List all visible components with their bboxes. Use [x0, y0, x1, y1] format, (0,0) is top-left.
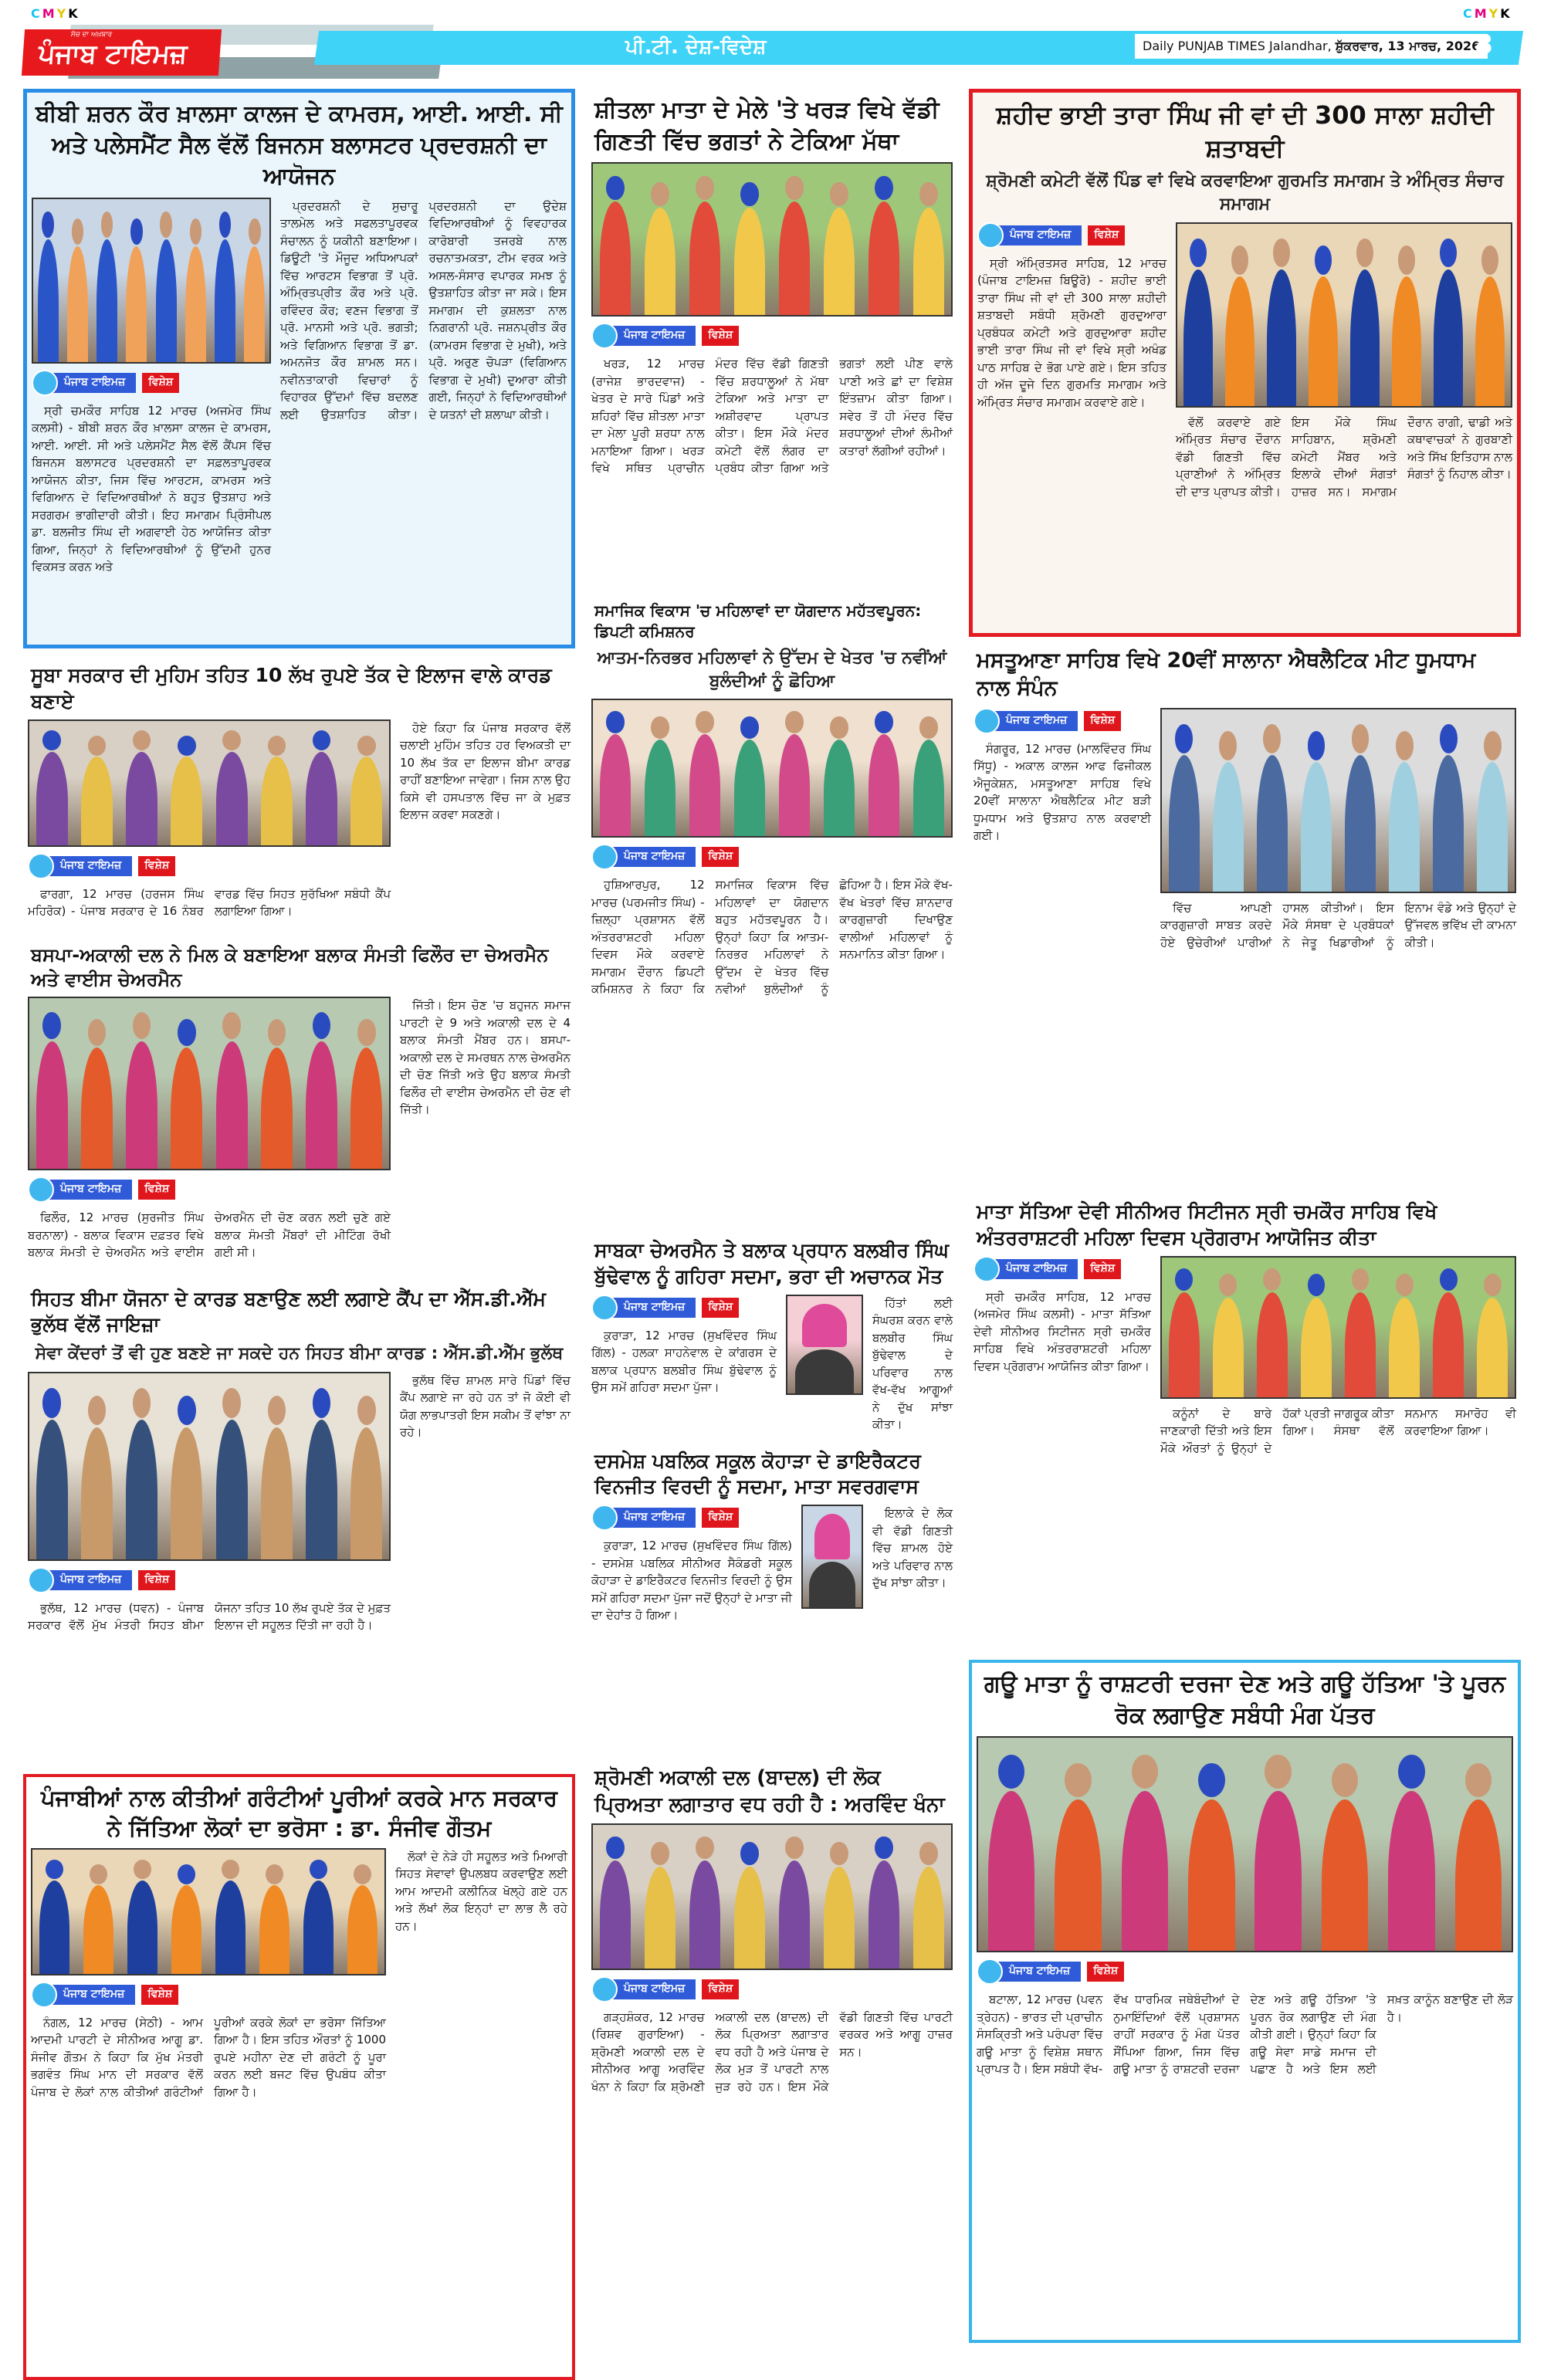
story-headline[interactable]: ਸ਼ਹੀਦ ਭਾਈ ਤਾਰਾ ਸਿੰਘ ਜੀ ਵਾਂ ਦੀ 300 ਸਾਲਾ ਸ਼ਹੀਦੀ ਸ਼ਤਾਬਦੀ: [996, 100, 1494, 164]
story-portrait-column: [786, 1295, 863, 1395]
story-content: [591, 1823, 953, 2096]
story-content: [28, 719, 571, 920]
story-paragraph: ਲੋਕਾਂ ਦੇ ਨੇੜੇ ਹੀ ਸਹੂਲਤ ਅਤੇ ਮਿਆਰੀ ਸਿਹਤ ਸੇਵਾਵਾਂ ਉਪਲਬਧ ਕਰਵਾਉਣ ਲਈ ਆਮ ਆਦਮੀ ਕਲੀਨਿਕ ਖੋਲ੍ਹੇ ਗਏ ਹਨ ਅਤੇ ਲੱਖਾਂ ਲੋਕ ਇਨ੍ਹਾਂ ਦਾ ਲਾਭ ਲੈ ਰਹੇ ਹਨ।: [395, 1849, 567, 1933]
byline-tag: ਵਿਸ਼ੇਸ਼: [141, 1985, 178, 2005]
story-body: [1176, 414, 1512, 501]
story-body: [28, 1209, 391, 1261]
newspaper-logo: [22, 29, 222, 76]
story-paragraph: ਕੁਰਾੜਾ, 12 ਮਾਰਚ (ਸੁਖਵਿੰਦਰ ਸਿੰਘ ਗਿੱਲ) - ਦਸਮੇਸ਼ ਪਬਲਿਕ ਸੀਨੀਅਰ ਸੈਕੰਡਰੀ ਸਕੂਲ ਕੋਹਾੜਾ ਦੇ ਡਾਇਰੈਕਟਰ ਵਿਨਜੀਤ ਵਿਰਦੀ ਨੂੰ ਉਸ ਸਮੇਂ ਗਹਿਰਾ ਸਦਮਾ ਪੁੱਜਾ ਜਦੋਂ ਉਨ੍ਹਾਂ ਦੇ ਮਾਤਾ ਜੀ ਦਾ ਦੇਹਾਂਤ ਹੋ ਗਿਆ।: [591, 1539, 792, 1622]
pt-logo-icon: [591, 1295, 618, 1321]
story-body: [32, 402, 271, 576]
news-photo: [977, 1736, 1513, 1952]
byline-tag: ਵਿਸ਼ੇਸ਼: [1088, 225, 1125, 245]
story-content: [31, 1848, 567, 2101]
byline-tag: ਵਿਸ਼ੇਸ਼: [702, 1979, 739, 1999]
page-column: [23, 89, 575, 2380]
news-photo: [32, 198, 271, 364]
byline-badge: [28, 1567, 391, 1593]
news-photo: [28, 997, 391, 1170]
news-photo: [28, 719, 391, 847]
story-body: [872, 1295, 953, 1434]
story-paragraph: ਫਿਲੌਰ, 12 ਮਾਰਚ (ਸੁਰਜੀਤ ਸਿੰਘ ਬਰਨਾਲਾ) - ਬਲਾਕ ਵਿਕਾਸ ਦਫ਼ਤਰ ਵਿਖੇ ਬਲਾਕ ਸੰਮਤੀ ਦੇ ਚੇਅਰਮੈਨ ਅਤੇ ਵਾਈਸ ਚੇਅਰਮੈਨ ਦੀ ਚੋਣ ਕਰਨ ਲਈ ਚੁਣੇ ਗਏ ਬਲਾਕ ਸੰਮਤੀ ਮੈਂਬਰਾਂ ਦੀ ਮੀਟਿੰਗ ਰੱਖੀ ਗਈ ਸੀ।: [28, 1210, 391, 1260]
story-content: [591, 162, 953, 477]
byline-badge: [591, 1295, 777, 1321]
news-photo: [591, 699, 953, 838]
news-story: [587, 1442, 957, 1666]
story-paragraph: ਜਿੱਤੀ। ਇਸ ਚੋਣ 'ਚ ਬਹੁਜਨ ਸਮਾਜ ਪਾਰਟੀ ਦੇ 9 ਅਤੇ ਅਕਾਲੀ ਦਲ ਦੇ 4 ਬਲਾਕ ਸੰਮਤੀ ਮੈਂਬਰ ਹਨ। ਬਸਪਾ-ਅਕਾਲੀ ਦਲ ਦੇ ਸਮਰਥਨ ਨਾਲ ਚੇਅਰਮੈਨ ਦੀ ਚੋਣ ਜਿੱਤੀ ਅਤੇ ਉਹ ਬਲਾਕ ਸੰਮਤੀ ਫਿਲੌਰ ਦੀ ਵਾਈਸ ਚੇਅਰਮੈਨ ਦੀ ਚੋਣ ਵੀ ਜਿੱਤੀ।: [400, 998, 571, 1117]
byline-agency: ਪੰਜਾਬ ਟਾਇਮਜ਼: [611, 1508, 696, 1528]
story-left-column: [28, 719, 391, 920]
story-body: [591, 1537, 792, 1624]
byline-badge: [977, 222, 1166, 249]
story-headline[interactable]: ਪੰਜਾਬੀਆਂ ਨਾਲ ਕੀਤੀਆਂ ਗਰੰਟੀਆਂ ਪੂਰੀਆਂ ਕਰਕੇ ਮਾਨ ਸਰਕਾਰ ਨੇ ਜਿੱਤਿਆ ਲੋਕਾਂ ਦਾ ਭਰੋਸਾ : ਡਾ. ਸੰਜੀਵ ਗੌਤਮ: [40, 1784, 558, 1841]
page-number: 8: [1475, 29, 1493, 60]
story-body: [280, 198, 567, 424]
news-story: [23, 1774, 575, 2380]
story-paragraph: ਹੋਏ ਕਿਹਾ ਕਿ ਪੰਜਾਬ ਸਰਕਾਰ ਵੱਲੋਂ ਚਲਾਈ ਮੁਹਿੰਮ ਤਹਿਤ ਹਰ ਵਿਅਕਤੀ ਦਾ 10 ਲੱਖ ਤੱਕ ਦਾ ਇਲਾਜ ਬੀਮਾ ਕਾਰਡ ਰਾਹੀਂ ਬਣਾਇਆ ਜਾਵੇਗਾ। ਜਿਸ ਨਾਲ ਉਹ ਕਿਸੇ ਵੀ ਹਸਪਤਾਲ ਵਿੱਚ ਜਾ ਕੇ ਮੁਫ਼ਤ ਇਲਾਜ ਕਰਵਾ ਸਕਣਗੇ।: [400, 720, 571, 821]
story-body: [591, 1327, 777, 1397]
portrait-photo: [786, 1295, 863, 1395]
byline-badge: [591, 1505, 792, 1531]
story-content: [28, 997, 571, 1261]
news-photo: [591, 1823, 953, 1970]
story-left-column: [31, 1848, 386, 2101]
news-story: [969, 1193, 1521, 1656]
news-story: [969, 1660, 1521, 2343]
story-right-column: [872, 1505, 953, 1592]
byline-agency: ਪੰਜਾਬ ਟਾਇਮਜ਼: [611, 847, 696, 867]
story-left-column: [973, 1256, 1151, 1376]
story-body: [1160, 1405, 1516, 1457]
byline-badge: [973, 1256, 1151, 1282]
byline-agency: ਪੰਜਾਬ ਟਾਇਮਜ਼: [994, 1259, 1078, 1279]
byline-tag: ਵਿਸ਼ੇਸ਼: [702, 326, 739, 346]
byline-tag: ਵਿਸ਼ੇਸ਼: [702, 847, 739, 867]
story-body: [591, 876, 953, 998]
story-body: [872, 1505, 953, 1592]
story-headline[interactable]: ਸੂਬਾ ਸਰਕਾਰ ਦੀ ਮੁਹਿਮ ਤਹਿਤ 10 ਲੱਖ ਰੁਪਏ ਤੱਕ ਦੇ ਇਲਾਜ ਵਾਲੇ ਕਾਰਡ ਬਣਾਏ: [31, 664, 552, 713]
byline-tag: ਵਿਸ਼ੇਸ਼: [1087, 1962, 1124, 1982]
news-photo: [591, 162, 953, 317]
news-story: [587, 1231, 957, 1438]
story-paragraph: ਪ੍ਰਦਰਸ਼ਨੀ ਦੇ ਸੁਚਾਰੂ ਤਾਲਮੇਲ ਅਤੇ ਸਫਲਤਾਪੂਰਵਕ ਸੰਚਾਲਨ ਨੂੰ ਯਕੀਨੀ ਬਣਾਇਆ। ਡਿਊਟੀ 'ਤੇ ਮੌਜੂਦ ਅਧਿਆਪਕਾਂ ਵਿੱਚ ਆਰਟਸ ਵਿਭਾਗ ਤੋਂ ਪ੍ਰੋ. ਅੰਮ੍ਰਿਤਪ੍ਰੀਤ ਕੌਰ ਅਤੇ ਪ੍ਰੋ. ਰਵਿੰਦਰ ਕੌਰ; ਵਣਜ ਵਿਭਾਗ ਤੋਂ ਪ੍ਰੋ. ਮਾਨਸੀ ਅਤੇ ਪ੍ਰੋ. ਭਗਤੀ; ਅਤੇ ਵਿਗਿਆਨ ਵਿਭਾਗ ਤੋਂ ਡਾ. ਅਮਨਜੋਤ ਕੌਰ ਸ਼ਾਮਲ ਸਨ। ਨਵੀਨਤਾਕਾਰੀ ਵਿਚਾਰਾਂ ਨੂੰ ਵਿਹਾਰਕ ਉੱਦਮਾਂ ਵਿੱਚ ਬਦਲਣ ਲਈ ਉਤਸ਼ਾਹਿਤ ਕੀਤਾ। ਪ੍ਰਦਰਸ਼ਨੀ ਦਾ ਉਦੇਸ਼ ਵਿਦਿਆਰਥੀਆਂ ਨੂੰ ਵਿਵਹਾਰਕ ਕਾਰੋਬਾਰੀ ਤਜਰਬੇ ਨਾਲ ਰਚਨਾਤਮਕਤਾ, ਟੀਮ ਵਰਕ ਅਤੇ ਅਸਲ-ਸੰਸਾਰ ਵਪਾਰਕ ਸਮਝ ਨੂੰ ਉਤਸ਼ਾਹਿਤ ਕੀਤਾ ਜਾ ਸਕੇ। ਇਸ ਸਮਾਗਮ ਦੀ ਕੁਸ਼ਲਤਾ ਨਾਲ ਨਿਗਰਾਨੀ ਪ੍ਰੋ. ਜਸ਼ਨਪ੍ਰੀਤ ਕੌਰ (ਕਾਮਰਸ ਵਿਭਾਗ ਦੇ ਮੁਖੀ), ਅਤੇ ਪ੍ਰੋ. ਅਰੁਣ ਚੋਪੜਾ (ਵਿਗਿਆਨ ਵਿਭਾਗ ਦੇ ਮੁਖੀ) ਦੁਆਰਾ ਕੀਤੀ ਗਈ, ਜਿਨ੍ਹਾਂ ਨੇ ਵਿਦਿਆਰਥੀਆਂ ਦੇ ਯਤਨਾਂ ਦੀ ਸ਼ਲਾਘਾ ਕੀਤੀ।: [280, 198, 567, 421]
byline-agency: ਪੰਜਾਬ ਟਾਇਮਜ਼: [52, 373, 136, 393]
byline-badge: [32, 370, 271, 396]
story-right-column: [280, 198, 567, 424]
portrait-photo: [801, 1505, 863, 1609]
issue-date: ਸ਼ੁੱਕਰਵਾਰ, 13 ਮਾਰਚ, 2026: [1335, 39, 1481, 53]
pt-logo-icon: [973, 708, 1000, 734]
byline-tag: ਵਿਸ਼ੇਸ਼: [1084, 1259, 1121, 1279]
byline-agency: ਪੰਜਾਬ ਟਾਇਮਜ਼: [997, 225, 1082, 245]
story-headline[interactable]: ਸਾਬਕਾ ਚੇਅਰਮੈਨ ਤੇ ਬਲਾਕ ਪ੍ਰਧਾਨ ਬਲਬੀਰ ਸਿੰਘ ਬੁੱਢੇਵਾਲ ਨੂੰ ਗਹਿਰਾ ਸਦਮਾ, ਭਰਾ ਦੀ ਅਚਾਨਕ ਮੌਤ: [594, 1239, 950, 1288]
pt-logo-icon: [977, 1959, 1003, 1985]
news-story: [23, 1280, 575, 1681]
story-content: [28, 1372, 571, 1634]
story-right-column: [1160, 708, 1516, 952]
story-paragraph: ਖਰੜ, 12 ਮਾਰਚ (ਰਾਜੇਸ਼ ਭਾਰਦਵਾਜ) - ਖੇਤਰ ਦੇ ਸਾਰੇ ਪਿੰਡਾਂ ਅਤੇ ਸ਼ਹਿਰਾਂ ਵਿੱਚ ਸ਼ੀਤਲਾ ਮਾਤਾ ਦਾ ਮੇਲਾ ਪੂਰੀ ਸ਼ਰਧਾ ਨਾਲ ਮਨਾਇਆ ਗਿਆ। ਖਰੜ ਵਿਖੇ ਸਥਿਤ ਪ੍ਰਾਚੀਨ ਮੰਦਰ ਵਿੱਚ ਵੱਡੀ ਗਿਣਤੀ ਵਿੱਚ ਸ਼ਰਧਾਲੂਆਂ ਨੇ ਮੱਥਾ ਟੇਕਿਆ ਅਤੇ ਮਾਤਾ ਦਾ ਅਸ਼ੀਰਵਾਦ ਪ੍ਰਾਪਤ ਕੀਤਾ। ਇਸ ਮੌਕੇ ਮੰਦਰ ਕਮੇਟੀ ਵੱਲੋਂ ਲੰਗਰ ਦਾ ਪ੍ਰਬੰਧ ਕੀਤਾ ਗਿਆ ਅਤੇ ਭਗਤਾਂ ਲਈ ਪੀਣ ਵਾਲੇ ਪਾਣੀ ਅਤੇ ਛਾਂ ਦਾ ਵਿਸ਼ੇਸ਼ ਇੰਤਜ਼ਾਮ ਕੀਤਾ ਗਿਆ। ਸਵੇਰ ਤੋਂ ਹੀ ਮੰਦਰ ਵਿੱਚ ਸ਼ਰਧਾਲੂਆਂ ਦੀਆਂ ਲੰਮੀਆਂ ਕਤਾਰਾਂ ਲੱਗੀਆਂ ਰਹੀਆਂ।: [591, 357, 953, 475]
page-column: [969, 89, 1521, 2343]
paper-dateline: [1135, 34, 1488, 59]
story-body: [977, 255, 1166, 411]
story-body: [973, 1288, 1151, 1376]
story-right-column: [872, 1295, 953, 1434]
pt-logo-icon: [591, 1505, 618, 1531]
logo-text: ਪੰਜਾਬ ਟਾਇਮਜ਼: [37, 39, 188, 69]
story-paragraph: ਭੁਲੱਥ, 12 ਮਾਰਚ (ਧਵਨ) - ਪੰਜਾਬ ਸਰਕਾਰ ਵੱਲੋਂ ਮੁੱਖ ਮੰਤਰੀ ਸਿਹਤ ਬੀਮਾ ਯੋਜਨਾ ਤਹਿਤ 10 ਲੱਖ ਰੁਪਏ ਤੱਕ ਦੇ ਮੁਫ਼ਤ ਇਲਾਜ ਦੀ ਸਹੂਲਤ ਦਿੱਤੀ ਜਾ ਰਹੀ ਹੈ।: [28, 1600, 391, 1633]
story-paragraph: ਵਿੱਚ ਆਪਣੀ ਕਾਰਗੁਜ਼ਾਰੀ ਸਾਬਤ ਕਰਦੇ ਹੋਏ ਉਚੇਰੀਆਂ ਪਾਰੀਆਂ ਹਾਸਲ ਕੀਤੀਆਂ। ਇਸ ਮੌਕੇ ਸੰਸਥਾ ਦੇ ਪ੍ਰਬੰਧਕਾਂ ਨੇ ਜੇਤੂ ਖਿਡਾਰੀਆਂ ਨੂੰ ਇਨਾਮ ਵੰਡੇ ਅਤੇ ਉਨ੍ਹਾਂ ਦੇ ਉੱਜਵਲ ਭਵਿੱਖ ਦੀ ਕਾਮਨਾ ਕੀਤੀ।: [1160, 900, 1516, 950]
story-left-column: [977, 222, 1166, 411]
story-content: [973, 708, 1516, 952]
news-photo: [1160, 1256, 1516, 1399]
byline-agency: ਪੰਜਾਬ ਟਾਇਮਜ਼: [48, 1180, 132, 1200]
story-subheadline: ਸ਼੍ਰੋਮਣੀ ਕਮੇਟੀ ਵੱਲੋਂ ਪਿੰਡ ਵਾਂ ਵਿਖੇ ਕਰਵਾਇਆ ਗੁਰਮਤਿ ਸਮਾਗਮ ਤੇ ਅੰਮ੍ਰਿਤ ਸੰਚਾਰ ਸਮਾਗਮ: [986, 171, 1504, 215]
byline-tag: ਵਿਸ਼ੇਸ਼: [1084, 711, 1121, 731]
story-paragraph: ਸ੍ਰੀ ਅੰਮ੍ਰਿਤਸਰ ਸਾਹਿਬ, 12 ਮਾਰਚ (ਪੰਜਾਬ ਟਾਇਮਜ਼ ਬਿਊਰੋ) - ਸ਼ਹੀਦ ਭਾਈ ਤਾਰਾ ਸਿੰਘ ਜੀ ਵਾਂ ਦੀ 300 ਸਾਲਾ ਸ਼ਹੀਦੀ ਸ਼ਤਾਬਦੀ ਸਬੰਧੀ ਸ਼੍ਰੋਮਣੀ ਗੁਰਦੁਆਰਾ ਪ੍ਰਬੰਧਕ ਕਮੇਟੀ ਅਤੇ ਗੁਰਦੁਆਰਾ ਸ਼ਹੀਦ ਭਾਈ ਤਾਰਾ ਸਿੰਘ ਜੀ ਵਾਂ ਵਿਖੇ ਸ੍ਰੀ ਅਖੰਡ ਪਾਠ ਸਾਹਿਬ ਦੇ ਭੋਗ ਪਾਏ ਗਏ। ਇਸ ਤਹਿਤ ਹੀ ਅੱਜ ਦੂਜੇ ਦਿਨ ਗੁਰਮਤਿ ਸਮਾਗਮ ਅਤੇ ਅੰਮ੍ਰਿਤ ਸੰਚਾਰ ਸਮਾਗਮ ਕਰਵਾਏ ਗਏ।: [977, 256, 1166, 409]
story-paragraph: ਇਲਾਕੇ ਦੇ ਲੋਕ ਵੀ ਵੱਡੀ ਗਿਣਤੀ ਵਿੱਚ ਸ਼ਾਮਲ ਹੋਏ ਅਤੇ ਪਰਿਵਾਰ ਨਾਲ ਦੁੱਖ ਸਾਂਝਾ ਕੀਤਾ।: [872, 1506, 953, 1589]
news-story: [587, 89, 957, 583]
news-photo: [31, 1848, 386, 1975]
news-story: [23, 936, 575, 1276]
story-left-column: [591, 1505, 792, 1624]
byline-badge: [977, 1959, 1124, 1985]
byline-agency: ਪੰਜਾਬ ਟਾਇਮਜ਼: [611, 1979, 696, 1999]
story-content: [591, 1295, 953, 1434]
byline-badge: [31, 1982, 386, 2008]
pt-logo-icon: [591, 323, 618, 349]
news-photo: [1160, 708, 1516, 893]
story-body: [28, 885, 391, 920]
story-body: [1160, 899, 1516, 952]
news-photo: [1176, 222, 1512, 408]
story-content: [977, 222, 1512, 501]
story-content: [977, 1736, 1513, 2078]
byline-tag: ਵਿਸ਼ੇਸ਼: [142, 373, 179, 393]
byline-badge: [28, 853, 391, 879]
story-body: [591, 2009, 953, 2096]
news-story: [587, 594, 957, 1227]
story-right-column: [400, 719, 571, 824]
byline-agency: ਪੰਜਾਬ ਟਾਇਮਜ਼: [48, 1570, 132, 1590]
story-right-column: [400, 997, 571, 1119]
story-paragraph: ਸੰਗਰੂਰ, 12 ਮਾਰਚ (ਮਾਲਵਿੰਦਰ ਸਿੰਘ ਸਿੱਧੂ) - ਅਕਾਲ ਕਾਲਜ ਆਫ ਫਿਜੀਕਲ ਐਜੂਕੇਸ਼ਨ, ਮਸਤੂਆਣਾ ਸਾਹਿਬ ਵਿਖੇ 20ਵੀਂ ਸਾਲਾਨਾ ਐਥਲੈਟਿਕ ਮੀਟ ਬੜੀ ਧੂਮਧਾਮ ਅਤੇ ਉਤਸ਼ਾਹ ਨਾਲ ਕਰਵਾਈ ਗਈ।: [973, 741, 1151, 843]
story-body: [400, 1372, 571, 1441]
pt-logo-icon: [31, 1982, 57, 2008]
story-body: [977, 1991, 1513, 2078]
news-story: [23, 656, 575, 925]
byline-agency: ਪੰਜਾਬ ਟਾਇਮਜ਼: [611, 1298, 696, 1318]
paper-name: Daily PUNJAB TIMES Jalandhar,: [1143, 39, 1332, 53]
byline-tag: ਵਿਸ਼ੇਸ਼: [138, 1180, 175, 1200]
story-paragraph: ਨੰਗਲ, 12 ਮਾਰਚ (ਸੇਠੀ) - ਆਮ ਆਦਮੀ ਪਾਰਟੀ ਦੇ ਸੀਨੀਅਰ ਆਗੂ ਡਾ. ਸੰਜੀਵ ਗੌਤਮ ਨੇ ਕਿਹਾ ਕਿ ਮੁੱਖ ਮੰਤਰੀ ਭਗਵੰਤ ਸਿੰਘ ਮਾਨ ਦੀ ਸਰਕਾਰ ਵੱਲੋਂ ਪੰਜਾਬ ਦੇ ਲੋਕਾਂ ਨਾਲ ਕੀਤੀਆਂ ਗਰੰਟੀਆਂ ਪੂਰੀਆਂ ਕਰਕੇ ਲੋਕਾਂ ਦਾ ਭਰੋਸਾ ਜਿੱਤਿਆ ਗਿਆ ਹੈ। ਇਸ ਤਹਿਤ ਔਰਤਾਂ ਨੂੰ 1000 ਰੁਪਏ ਮਹੀਨਾ ਦੇਣ ਦੀ ਗਰੰਟੀ ਨੂੰ ਪੂਰਾ ਕਰਨ ਲਈ ਬਜਟ ਵਿੱਚ ਉਪਬੰਧ ਕੀਤਾ ਗਿਆ ਹੈ।: [31, 2015, 386, 2099]
pt-logo-icon: [591, 1976, 618, 2003]
story-content: [32, 198, 567, 576]
story-headline[interactable]: ਗਊ ਮਾਤਾ ਨੂੰ ਰਾਸ਼ਟਰੀ ਦਰਜਾ ਦੇਣ ਅਤੇ ਗਊ ਹੱਤਿਆ 'ਤੇ ਪੂਰਨ ਰੋਕ ਲਗਾਉਣ ਸਬੰਧੀ ਮੰਗ ਪੱਤਰ: [984, 1671, 1506, 1729]
story-body: [591, 355, 953, 477]
pt-logo-icon: [28, 853, 54, 879]
byline-badge: [591, 844, 739, 870]
logo-tagline: ਸੱਚ ਦਾ ਅਖ਼ਬਾਰ: [70, 31, 113, 39]
story-body: [973, 740, 1151, 845]
news-photo: [28, 1372, 391, 1561]
byline-tag: ਵਿਸ਼ੇਸ਼: [138, 856, 175, 876]
story-left-column: [28, 1372, 391, 1634]
registration-marks-right: CMYK: [1463, 6, 1512, 21]
news-story: [969, 89, 1521, 637]
byline-tag: ਵਿਸ਼ੇਸ਼: [138, 1570, 175, 1590]
story-headline[interactable]: ਸਿਹਤ ਬੀਮਾ ਯੋਜਨਾ ਦੇ ਕਾਰਡ ਬਣਾਉਣ ਲਈ ਲਗਾਏ ਕੈਂਪ ਦਾ ਐੱਸ.ਡੀ.ਐੱਮ ਭੁਲੱਥ ਵੱਲੋਂ ਜਾਇਜ਼ਾ: [31, 1287, 546, 1336]
story-headline[interactable]: ਸ਼੍ਰੋਮਣੀ ਅਕਾਲੀ ਦਲ (ਬਾਦਲ) ਦੀ ਲੋਕ ਪ੍ਰਿਅਤਾ ਲਗਾਤਾਰ ਵਧ ਰਹੀ ਹੈ : ਅਰਵਿੰਦ ਖੰਨਾ: [594, 1766, 945, 1816]
pt-logo-icon: [973, 1256, 1000, 1282]
registration-marks-left: CMYK: [31, 6, 80, 21]
story-left-column: [973, 708, 1151, 845]
pt-logo-icon: [32, 370, 58, 396]
news-story: [23, 89, 575, 648]
story-headline[interactable]: ਸਮਾਜਿਕ ਵਿਕਾਸ 'ਚ ਮਹਿਲਾਵਾਂ ਦਾ ਯੋਗਦਾਨ ਮਹੱਤਵਪੂਰਨ: ਡਿਪਟੀ ਕਮਿਸ਼ਨਰ: [594, 601, 922, 641]
story-paragraph: ਹਿੱਤਾਂ ਲਈ ਸੰਘਰਸ਼ ਕਰਨ ਵਾਲੇ ਬਲਬੀਰ ਸਿੰਘ ਬੁੱਢੇਵਾਲ ਦੇ ਪਰਿਵਾਰ ਨਾਲ ਵੱਖ-ਵੱਖ ਆਗੂਆਂ ਨੇ ਦੁੱਖ ਸਾਂਝਾ ਕੀਤਾ।: [872, 1295, 953, 1431]
byline-badge: [28, 1176, 391, 1203]
story-paragraph: ਸ੍ਰੀ ਚਮਕੌਰ ਸਾਹਿਬ, 12 ਮਾਰਚ (ਅਜਮੇਰ ਸਿੰਘ ਕਲਸੀ) - ਮਾਤਾ ਸੱਤਿਆ ਦੇਵੀ ਸੀਨੀਅਰ ਸਿਟੀਜਨ ਸ੍ਰੀ ਚਮਕੌਰ ਸਾਹਿਬ ਵਿਖੇ ਅੰਤਰਰਾਸ਼ਟਰੀ ਮਹਿਲਾ ਦਿਵਸ ਪ੍ਰੋਗਰਾਮ ਆਯੋਜਿਤ ਕੀਤਾ ਗਿਆ।: [973, 1289, 1151, 1373]
story-headline[interactable]: ਮਾਤਾ ਸੱਤਿਆ ਦੇਵੀ ਸੀਨੀਅਰ ਸਿਟੀਜਨ ਸ੍ਰੀ ਚਮਕੌਰ ਸਾਹਿਬ ਵਿਖੇ ਅੰਤਰਰਾਸ਼ਟਰੀ ਮਹਿਲਾ ਦਿਵਸ ਪ੍ਰੋਗਰਾਮ ਆਯੋਜਿਤ ਕੀਤਾ: [977, 1200, 1437, 1249]
story-right-column: [1176, 222, 1512, 501]
byline-tag: ਵਿਸ਼ੇਸ਼: [702, 1508, 739, 1528]
story-body: [31, 2014, 386, 2101]
story-headline[interactable]: ਬਸਪਾ-ਅਕਾਲੀ ਦਲ ਨੇ ਮਿਲ ਕੇ ਬਣਾਇਆ ਬਲਾਕ ਸੰਮਤੀ ਫਿਲੌਰ ਦਾ ਚੇਅਰਮੈਨ ਅਤੇ ਵਾਈਸ ਚੇਅਰਮੈਨ: [31, 943, 549, 990]
story-paragraph: ਭੁਲੱਥ ਵਿੱਚ ਸ਼ਾਮਲ ਸਾਰੇ ਪਿੰਡਾਂ ਵਿੱਚ ਕੈਂਪ ਲਗਾਏ ਜਾ ਰਹੇ ਹਨ ਤਾਂ ਜੋ ਕੋਈ ਵੀ ਯੋਗ ਲਾਭਪਾਤਰੀ ਇਸ ਸਕੀਮ ਤੋਂ ਵਾਂਝਾ ਨਾ ਰਹੇ।: [400, 1373, 571, 1440]
story-headline[interactable]: ਮਸਤੂਆਣਾ ਸਾਹਿਬ ਵਿਖੇ 20ਵੀਂ ਸਾਲਾਨਾ ਐਥਲੈਟਿਕ ਮੀਟ ਧੂਮਧਾਮ ਨਾਲ ਸੰਪੰਨ: [977, 648, 1476, 701]
story-paragraph: ਹੁਸ਼ਿਆਰਪੁਰ, 12 ਮਾਰਚ (ਪਰਮਜੀਤ ਸਿੰਘ) - ਜ਼ਿਲ੍ਹਾ ਪ੍ਰਸ਼ਾਸਨ ਵੱਲੋਂ ਅੰਤਰਰਾਸ਼ਟਰੀ ਮਹਿਲਾ ਦਿਵਸ ਮੌਕੇ ਕਰਵਾਏ ਸਮਾਗਮ ਦੌਰਾਨ ਡਿਪਟੀ ਕਮਿਸ਼ਨਰ ਨੇ ਕਿਹਾ ਕਿ ਸਮਾਜਿਕ ਵਿਕਾਸ ਵਿੱਚ ਮਹਿਲਾਵਾਂ ਦਾ ਯੋਗਦਾਨ ਬਹੁਤ ਮਹੱਤਵਪੂਰਨ ਹੈ। ਉਨ੍ਹਾਂ ਕਿਹਾ ਕਿ ਆਤਮ-ਨਿਰਭਰ ਮਹਿਲਾਵਾਂ ਨੇ ਉੱਦਮ ਦੇ ਖੇਤਰ ਵਿੱਚ ਨਵੀਆਂ ਬੁਲੰਦੀਆਂ ਨੂੰ ਛੋਹਿਆ ਹੈ। ਇਸ ਮੌਕੇ ਵੱਖ-ਵੱਖ ਖੇਤਰਾਂ ਵਿੱਚ ਸ਼ਾਨਦਾਰ ਕਾਰਗੁਜ਼ਾਰੀ ਦਿਖਾਉਣ ਵਾਲੀਆਂ ਮਹਿਲਾਵਾਂ ਨੂੰ ਸਨਮਾਨਿਤ ਕੀਤਾ ਗਿਆ।: [591, 878, 953, 997]
byline-badge: [591, 323, 739, 349]
story-paragraph: ਫਾਰਗਾ, 12 ਮਾਰਚ (ਹਰਜਸ ਸਿੰਘ ਮਹਿਰੋਕ) - ਪੰਜਾਬ ਸਰਕਾਰ ਦੇ 16 ਨੰਬਰ ਵਾਰਡ ਵਿੱਚ ਸਿਹਤ ਸੁਰੱਖਿਆ ਸਬੰਧੀ ਕੈਂਪ ਲਗਾਇਆ ਗਿਆ।: [28, 886, 391, 918]
byline-agency: ਪੰਜਾਬ ਟਾਇਮਜ਼: [51, 1985, 135, 2005]
story-headline[interactable]: ਸ਼ੀਤਲਾ ਮਾਤਾ ਦੇ ਮੇਲੇ 'ਤੇ ਖਰੜ ਵਿਖੇ ਵੱਡੀ ਗਿਣਤੀ ਵਿੱਚ ਭਗਤਾਂ ਨੇ ਟੇਕਿਆ ਮੱਥਾ: [594, 96, 940, 155]
news-story: [587, 1759, 957, 2357]
story-headline[interactable]: ਬੀਬੀ ਸ਼ਰਨ ਕੌਰ ਖ਼ਾਲਸਾ ਕਾਲਜ ਦੇ ਕਾਮਰਸ, ਆਈ. ਆਈ. ਸੀ ਅਤੇ ਪਲੇਸਮੈਂਟ ਸੈਲ ਵੱਲੋਂ ਬਿਜਨਸ ਬਲਾਸਟਰ ਪ੍ਰਦਰਸ਼ਨੀ ਦਾ ਆਯੋਜਨ: [36, 100, 563, 190]
pt-logo-icon: [28, 1567, 54, 1593]
byline-agency: ਪੰਜਾਬ ਟਾਇਮਜ਼: [611, 326, 696, 346]
section-title: ਪੀ.ਟੀ. ਦੇਸ਼-ਵਿਦੇਸ਼: [625, 36, 767, 59]
story-content: [591, 699, 953, 998]
byline-agency: ਪੰਜਾਬ ਟਾਇਮਜ਼: [997, 1962, 1081, 1982]
story-paragraph: ਬਟਾਲਾ, 12 ਮਾਰਚ (ਪਵਨ ਤ੍ਰੇਹਨ) - ਭਾਰਤ ਦੀ ਪ੍ਰਾਚੀਨ ਸੰਸਕ੍ਰਿਤੀ ਅਤੇ ਪਰੰਪਰਾ ਵਿੱਚ ਗਊ ਮਾਤਾ ਨੂੰ ਵਿਸ਼ੇਸ਼ ਸਥਾਨ ਪ੍ਰਾਪਤ ਹੈ। ਇਸ ਸਬੰਧੀ ਵੱਖ-ਵੱਖ ਧਾਰਮਿਕ ਜਥੇਬੰਦੀਆਂ ਦੇ ਨੁਮਾਇੰਦਿਆਂ ਵੱਲੋਂ ਪ੍ਰਸ਼ਾਸਨ ਰਾਹੀਂ ਸਰਕਾਰ ਨੂੰ ਮੰਗ ਪੱਤਰ ਸੌਂਪਿਆ ਗਿਆ, ਜਿਸ ਵਿੱਚ ਗਊ ਮਾਤਾ ਨੂੰ ਰਾਸ਼ਟਰੀ ਦਰਜਾ ਦੇਣ ਅਤੇ ਗਊ ਹੱਤਿਆ 'ਤੇ ਪੂਰਨ ਰੋਕ ਲਗਾਉਣ ਦੀ ਮੰਗ ਕੀਤੀ ਗਈ। ਉਨ੍ਹਾਂ ਕਿਹਾ ਕਿ ਗਊ ਸੇਵਾ ਸਾਡੇ ਸਮਾਜ ਦੀ ਪਛਾਣ ਹੈ ਅਤੇ ਇਸ ਲਈ ਸਖ਼ਤ ਕਾਨੂੰਨ ਬਣਾਉਣ ਦੀ ਲੋੜ ਹੈ।: [977, 1992, 1513, 2076]
story-right-column: [1160, 1256, 1516, 1457]
story-content: [973, 1256, 1516, 1457]
byline-tag: ਵਿਸ਼ੇਸ਼: [702, 1298, 739, 1318]
story-portrait-column: [801, 1505, 863, 1609]
story-left-column: [591, 1295, 777, 1397]
story-paragraph: ਕਨੂੰਨਾਂ ਦੇ ਬਾਰੇ ਜਾਣਕਾਰੀ ਦਿੱਤੀ ਅਤੇ ਇਸ ਮੌਕੇ ਔਰਤਾਂ ਨੂੰ ਉਨ੍ਹਾਂ ਦੇ ਹੱਕਾਂ ਪ੍ਰਤੀ ਜਾਗਰੂਕ ਕੀਤਾ ਗਿਆ। ਸੰਸਥਾ ਵੱਲੋਂ ਸਨਮਾਨ ਸਮਾਰੋਹ ਵੀ ਕਰਵਾਇਆ ਗਿਆ।: [1160, 1406, 1516, 1455]
story-right-column: [395, 1848, 567, 1935]
story-subheadline: ਆਤਮ-ਨਿਰਭਰ ਮਹਿਲਾਵਾਂ ਨੇ ਉੱਦਮ ਦੇ ਖੇਤਰ 'ਚ ਨਵੀਂਆਂ ਬੁਲੰਦੀਆਂ ਨੂੰ ਛੋਹਿਆ: [597, 648, 947, 691]
story-body: [28, 1600, 391, 1634]
pt-logo-icon: [977, 222, 1004, 249]
news-story: [969, 641, 1521, 1181]
story-subheadline: ਸੇਵਾ ਕੇਂਦਰਾਂ ਤੋਂ ਵੀ ਹੁਣ ਬਣਏ ਜਾ ਸਕਦੇ ਹਨ ਸਿਹਤ ਬੀਮਾ ਕਾਰਡ : ਐੱਸ.ਡੀ.ਐੱਮ ਭੁਲੱਥ: [35, 1344, 564, 1363]
story-body: [395, 1848, 567, 1935]
story-content: [591, 1505, 953, 1624]
masthead: [23, 25, 1536, 79]
byline-badge: [591, 1976, 739, 2003]
story-paragraph: ਕੁਰਾੜਾ, 12 ਮਾਰਚ (ਸੁਖਵਿੰਦਰ ਸਿੰਘ ਗਿੱਲ) - ਹਲਕਾ ਸਾਹਨੇਵਾਲ ਦੇ ਕਾਂਗਰਸ ਦੇ ਬਲਾਕ ਪ੍ਰਧਾਨ ਬਲਬੀਰ ਸਿੰਘ ਬੁੱਢੇਵਾਲ ਨੂੰ ਉਸ ਸਮੇਂ ਗਹਿਰਾ ਸਦਮਾ ਪੁੱਜਾ।: [591, 1328, 777, 1394]
byline-agency: ਪੰਜਾਬ ਟਾਇਮਜ਼: [48, 856, 132, 876]
byline-agency: ਪੰਜਾਬ ਟਾਇਮਜ਼: [994, 711, 1078, 731]
story-paragraph: ਸ੍ਰੀ ਚਮਕੌਰ ਸਾਹਿਬ 12 ਮਾਰਚ (ਅਜਮੇਰ ਸਿੰਘ ਕਲਸੀ) - ਬੀਬੀ ਸ਼ਰਨ ਕੌਰ ਖ਼ਾਲਸਾ ਕਾਲਜ ਦੇ ਕਾਮਰਸ, ਆਈ. ਆਈ. ਸੀ ਅਤੇ ਪਲੇਸਮੈਂਟ ਸੈਲ ਵੱਲੋਂ ਕੈਂਪਸ ਵਿੱਚ ਬਿਜਨਸ ਬਲਾਸਟਰ ਪ੍ਰਦਰਸ਼ਨੀ ਦਾ ਸਫ਼ਲਤਾਪੂਰਵਕ ਆਯੋਜਨ ਕੀਤਾ, ਜਿਸ ਵਿੱਚ ਆਰਟਸ, ਕਾਮਰਸ ਅਤੇ ਵਿਗਿਆਨ ਦੇ ਵਿਦਿਆਰਥੀਆਂ ਨੇ ਬਹੁਤ ਉਤਸ਼ਾਹ ਅਤੇ ਸਰਗਰਮ ਭਾਗੀਦਾਰੀ ਕੀਤੀ। ਇਹ ਸਮਾਗਮ ਪ੍ਰਿੰਸੀਪਲ ਡਾ. ਬਲਜੀਤ ਸਿੰਘ ਦੀ ਅਗਵਾਈ ਹੇਠ ਆਯੋਜਿਤ ਕੀਤਾ ਗਿਆ, ਜਿਨ੍ਹਾਂ ਨੇ ਵਿਦਿਆਰਥੀਆਂ ਨੂੰ ਉੱਦਮੀ ਹੁਨਰ ਵਿਕਸਤ ਕਰਨ ਅਤੇ: [32, 403, 271, 574]
story-paragraph: ਗੜ੍ਹਸ਼ੰਕਰ, 12 ਮਾਰਚ (ਰਿਸ਼ਵ ਗੁਰਾਇਆ) - ਸ਼੍ਰੋਮਣੀ ਅਕਾਲੀ ਦਲ ਦੇ ਸੀਨੀਅਰ ਆਗੂ ਅਰਵਿੰਦ ਖੰਨਾ ਨੇ ਕਿਹਾ ਕਿ ਸ਼੍ਰੋਮਣੀ ਅਕਾਲੀ ਦਲ (ਬਾਦਲ) ਦੀ ਲੋਕ ਪ੍ਰਿਅਤਾ ਲਗਾਤਾਰ ਵਧ ਰਹੀ ਹੈ ਅਤੇ ਪੰਜਾਬ ਦੇ ਲੋਕ ਮੁੜ ਤੋਂ ਪਾਰਟੀ ਨਾਲ ਜੁੜ ਰਹੇ ਹਨ। ਇਸ ਮੌਕੇ ਵੱਡੀ ਗਿਣਤੀ ਵਿੱਚ ਪਾਰਟੀ ਵਰਕਰ ਅਤੇ ਆਗੂ ਹਾਜ਼ਰ ਸਨ।: [591, 2009, 953, 2094]
story-headline[interactable]: ਦਸਮੇਸ਼ ਪਬਲਿਕ ਸਕੂਲ ਕੋਹਾੜਾ ਦੇ ਡਾਇਰੈਕਟਰ ਵਿਨਜੀਤ ਵਿਰਦੀ ਨੂੰ ਸਦਮਾ, ਮਾਤਾ ਸਵਰਗਵਾਸ: [594, 1449, 921, 1498]
story-left-column: [32, 198, 271, 576]
byline-badge: [973, 708, 1151, 734]
story-right-column: [400, 1372, 571, 1441]
story-body: [400, 719, 571, 824]
story-body: [400, 997, 571, 1119]
page-column: [587, 89, 957, 2357]
story-left-column: [28, 997, 391, 1261]
story-paragraph: ਵੱਲੋਂ ਕਰਵਾਏ ਗਏ ਅੰਮ੍ਰਿਤ ਸੰਚਾਰ ਦੌਰਾਨ ਵੱਡੀ ਗਿਣਤੀ ਵਿੱਚ ਪ੍ਰਾਣੀਆਂ ਨੇ ਅੰਮ੍ਰਿਤ ਦੀ ਦਾਤ ਪ੍ਰਾਪਤ ਕੀਤੀ। ਇਸ ਮੌਕੇ ਸਿੰਘ ਸਾਹਿਬਾਨ, ਸ਼੍ਰੋਮਣੀ ਕਮੇਟੀ ਮੈਂਬਰ ਅਤੇ ਇਲਾਕੇ ਦੀਆਂ ਸੰਗਤਾਂ ਹਾਜ਼ਰ ਸਨ। ਸਮਾਗਮ ਦੌਰਾਨ ਰਾਗੀ, ਢਾਡੀ ਅਤੇ ਕਥਾਵਾਚਕਾਂ ਨੇ ਗੁਰਬਾਣੀ ਅਤੇ ਸਿੱਖ ਇਤਿਹਾਸ ਨਾਲ ਸੰਗਤਾਂ ਨੂੰ ਨਿਹਾਲ ਕੀਤਾ।: [1176, 415, 1512, 499]
